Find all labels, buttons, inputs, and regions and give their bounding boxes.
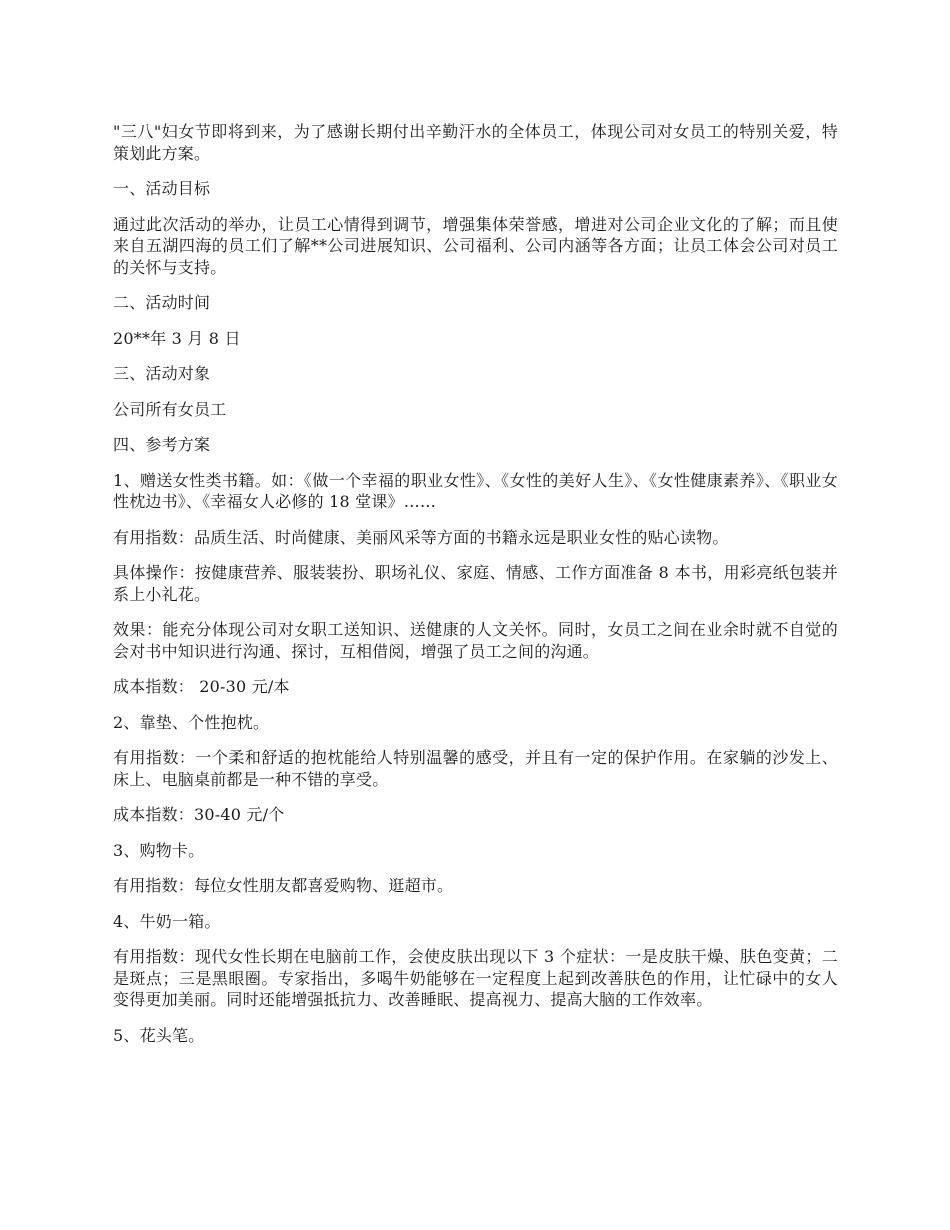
activity-date: 20**年 3 月 8 日 [113,328,241,348]
heading-activity-target: 三、活动对象 [113,364,211,383]
pillow-cost: 成本指数：30-40 元/个 [113,805,285,824]
books-cost: 成本指数： 20-30 元/本 [113,677,290,696]
heading-activity-time: 二、活动时间 [113,293,211,312]
shopping-card-usefulness: 有用指数：每位女性朋友都喜爱购物、逛超市。 [113,876,454,895]
plan-item-shopping-card: 3、购物卡。 [113,840,205,860]
plan-item-pillow: 2、靠垫、个性抱枕。 [113,712,270,732]
heading-activity-goal: 一、活动目标 [113,179,211,198]
document-body [113,121,838,1060]
intro-paragraph: "三八"妇女节即将到来，为了感谢长期付出辛勤汗水的全体员工，体现公司对女员工的特别关爱，特策划此方案。 [113,122,838,163]
books-effect: 效果：能充分体现公司对女职工送知识、送健康的人文关怀。同时，女员工之间在业余时就不自觉的会对书中知识进行沟通、探讨，互相借阅，增强了员工之间的沟通。 [113,620,838,661]
plan-item-books: 1、赠送女性类书籍。如：《做一个幸福的职业女性》、《女性的美好人生》、《女性健康素养》、《职业女性枕边书》、《幸福女人必修的 18 堂课》…… [113,470,838,511]
heading-reference-plan: 四、参考方案 [113,435,211,454]
pillow-usefulness: 有用指数：一个柔和舒适的抱枕能给人特别温馨的感受，并且有一定的保护作用。在家躺的沙发上、床上、电脑桌前都是一种不错的享受。 [113,748,838,789]
books-operation: 具体操作：按健康营养、服装装扮、职场礼仪、家庭、情感、工作方面准备 8 本书，用彩亮纸包装并系上小礼花。 [113,563,838,604]
target-paragraph: 公司所有女员工 [113,399,227,419]
milk-usefulness: 有用指数：现代女性长期在电脑前工作，会使皮肤出现以下 3 个症状：一是皮肤干燥、肤色变黄；二是斑点；三是黑眼圈。专家指出，多喝牛奶能够在一定程度上起到改善肤色的作用，让忙碌中的女人变得更加美丽。同时还能增强抵抗力、改善睡眠、提高视力、提高大脑的工作效率。 [113,947,838,1009]
plan-item-flower-pen: 5、花头笔。 [113,1025,205,1045]
books-usefulness: 有用指数：品质生活、时尚健康、美丽风采等方面的书籍永远是职业女性的贴心读物。 [113,527,729,547]
plan-item-milk: 4、牛奶一箱。 [113,911,221,931]
goal-paragraph: 通过此次活动的举办，让员工心情得到调节，增强集体荣誉感，增进对公司企业文化的了解；而且使来自五湖四海的员工们了解**公司进展知识、公司福利、公司内涵等各方面；让员工体会公司对员工的关怀与支持。 [113,214,838,277]
